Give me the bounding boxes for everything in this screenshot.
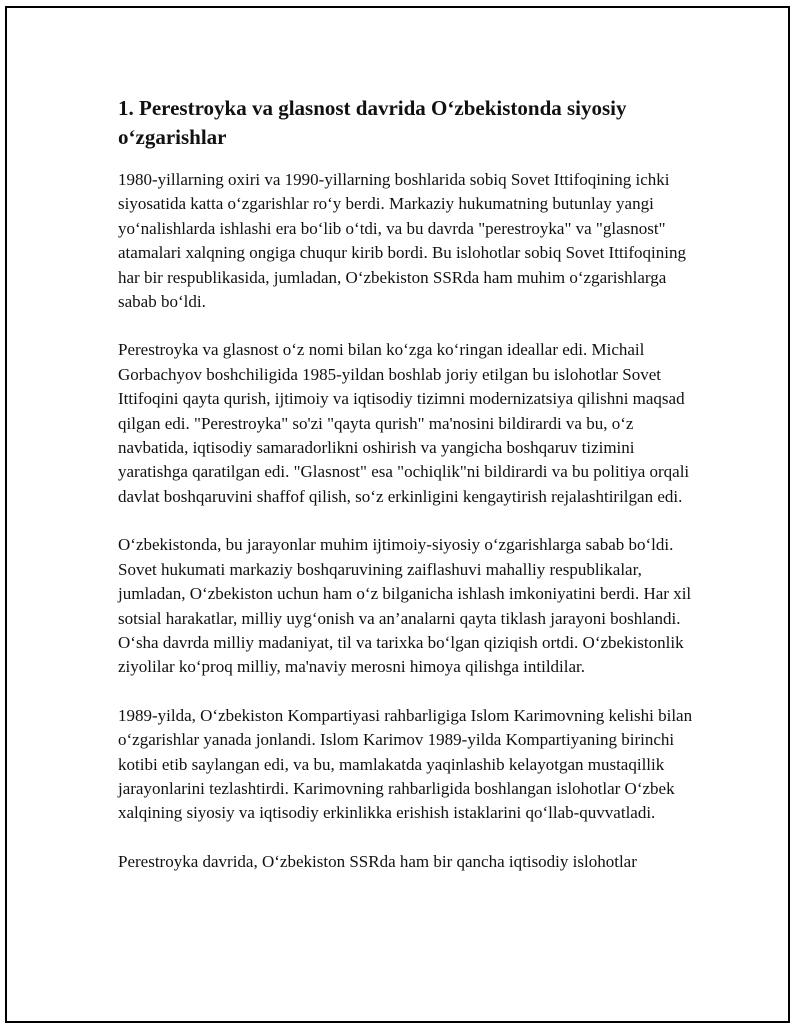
paragraph-1: 1980-yillarning oxiri va 1990-yillarning boshlarida sobiq Sovet Ittifoqining ichki siyosatida katta o‘zgarishlar ro‘y berdi. Markaziy hukumatning butunlay yangi yo‘nalishlarda ishlashi era bo‘lib o‘tdi, va bu davrda "perestroyka" va "glasnost" atamalari xalqning ongiga chuqur kirib bordi. Bu islohotlar sobiq Sovet Ittifoqining har bir respublikasida, jumladan, O‘zbekiston SSRda ham muhim o‘zgarishlarga sabab bo‘ldi. [118,170,686,312]
paragraph-5: Perestroyka davrida, O‘zbekiston SSRda ham bir qancha iqtisodiy islohotlar [118,851,637,871]
paragraph-2: Perestroyka va glasnost o‘z nomi bilan ko‘zga ko‘ringan ideallar edi. Michail Gorbachyov boshchiligida 1985-yildan boshlab joriy etilgan bu islohotlar Sovet Ittifoqini qayta qurish, ijtimoiy va iqtisodiy tizimni modernizatsiya qilishni maqsad qilgan edi. "Perestroyka" so'zi "qayta qurish" ma'nosini bildirardi va bu, o‘z navbatida, iqtisodiy samaradorlikni oshirish va yangicha boshqaruv tizimini yaratishga qaratilgan edi. "Glasnost" esa "ochiqlik"ni bildirardi va bu politiya orqali davlat boshqaruvini shaffof qilish, so‘z erkinligini kengaytirish rejalashtirilgan edi. [118,340,690,506]
paragraph-4: 1989-yilda, O‘zbekiston Kompartiyasi rahbarligiga Islom Karimovning kelishi bilan o‘zgarishlar yanada jonlandi. Islom Karimov 1989-yilda Kompartiyaning birinchi kotibi etib saylangan edi, va bu, mamlakatda yaqinlashib kelayotgan mustaqillik jarayonlarini tezlashtirdi. Karimovning rahbarligida boshlangan islohotlar O‘zbek xalqining siyosiy va iqtisodiy erkinlikka erishish istaklarini qo‘llab-quvvatladi. [118,705,693,823]
paragraph-3: O‘zbekistonda, bu jarayonlar muhim ijtimoiy-siyosiy o‘zgarishlarga sabab bo‘ldi. Sovet hukumati markaziy boshqaruvining zaiflashuvi mahalliy respublikalar, jumladan, O‘zbekiston uchun ham o‘z bilganicha ishlash imkoniyatini berdi. Har xil sotsial harakatlar, milliy uyg‘onish va an’analarni qayta tiklash jarayoni boshlandi. O‘sha davrda milliy madaniyat, til va tarixka bo‘lgan qiziqish ortdi. O‘zbekistonlik ziyolilar ko‘proq milliy, ma'naviy merosni himoya qilishga intildilar. [118,535,692,677]
document-body [118,94,698,898]
section-heading: 1. Perestroyka va glasnost davrida O‘zbekistonda siyosiy o‘zgarishlar [118,96,627,149]
